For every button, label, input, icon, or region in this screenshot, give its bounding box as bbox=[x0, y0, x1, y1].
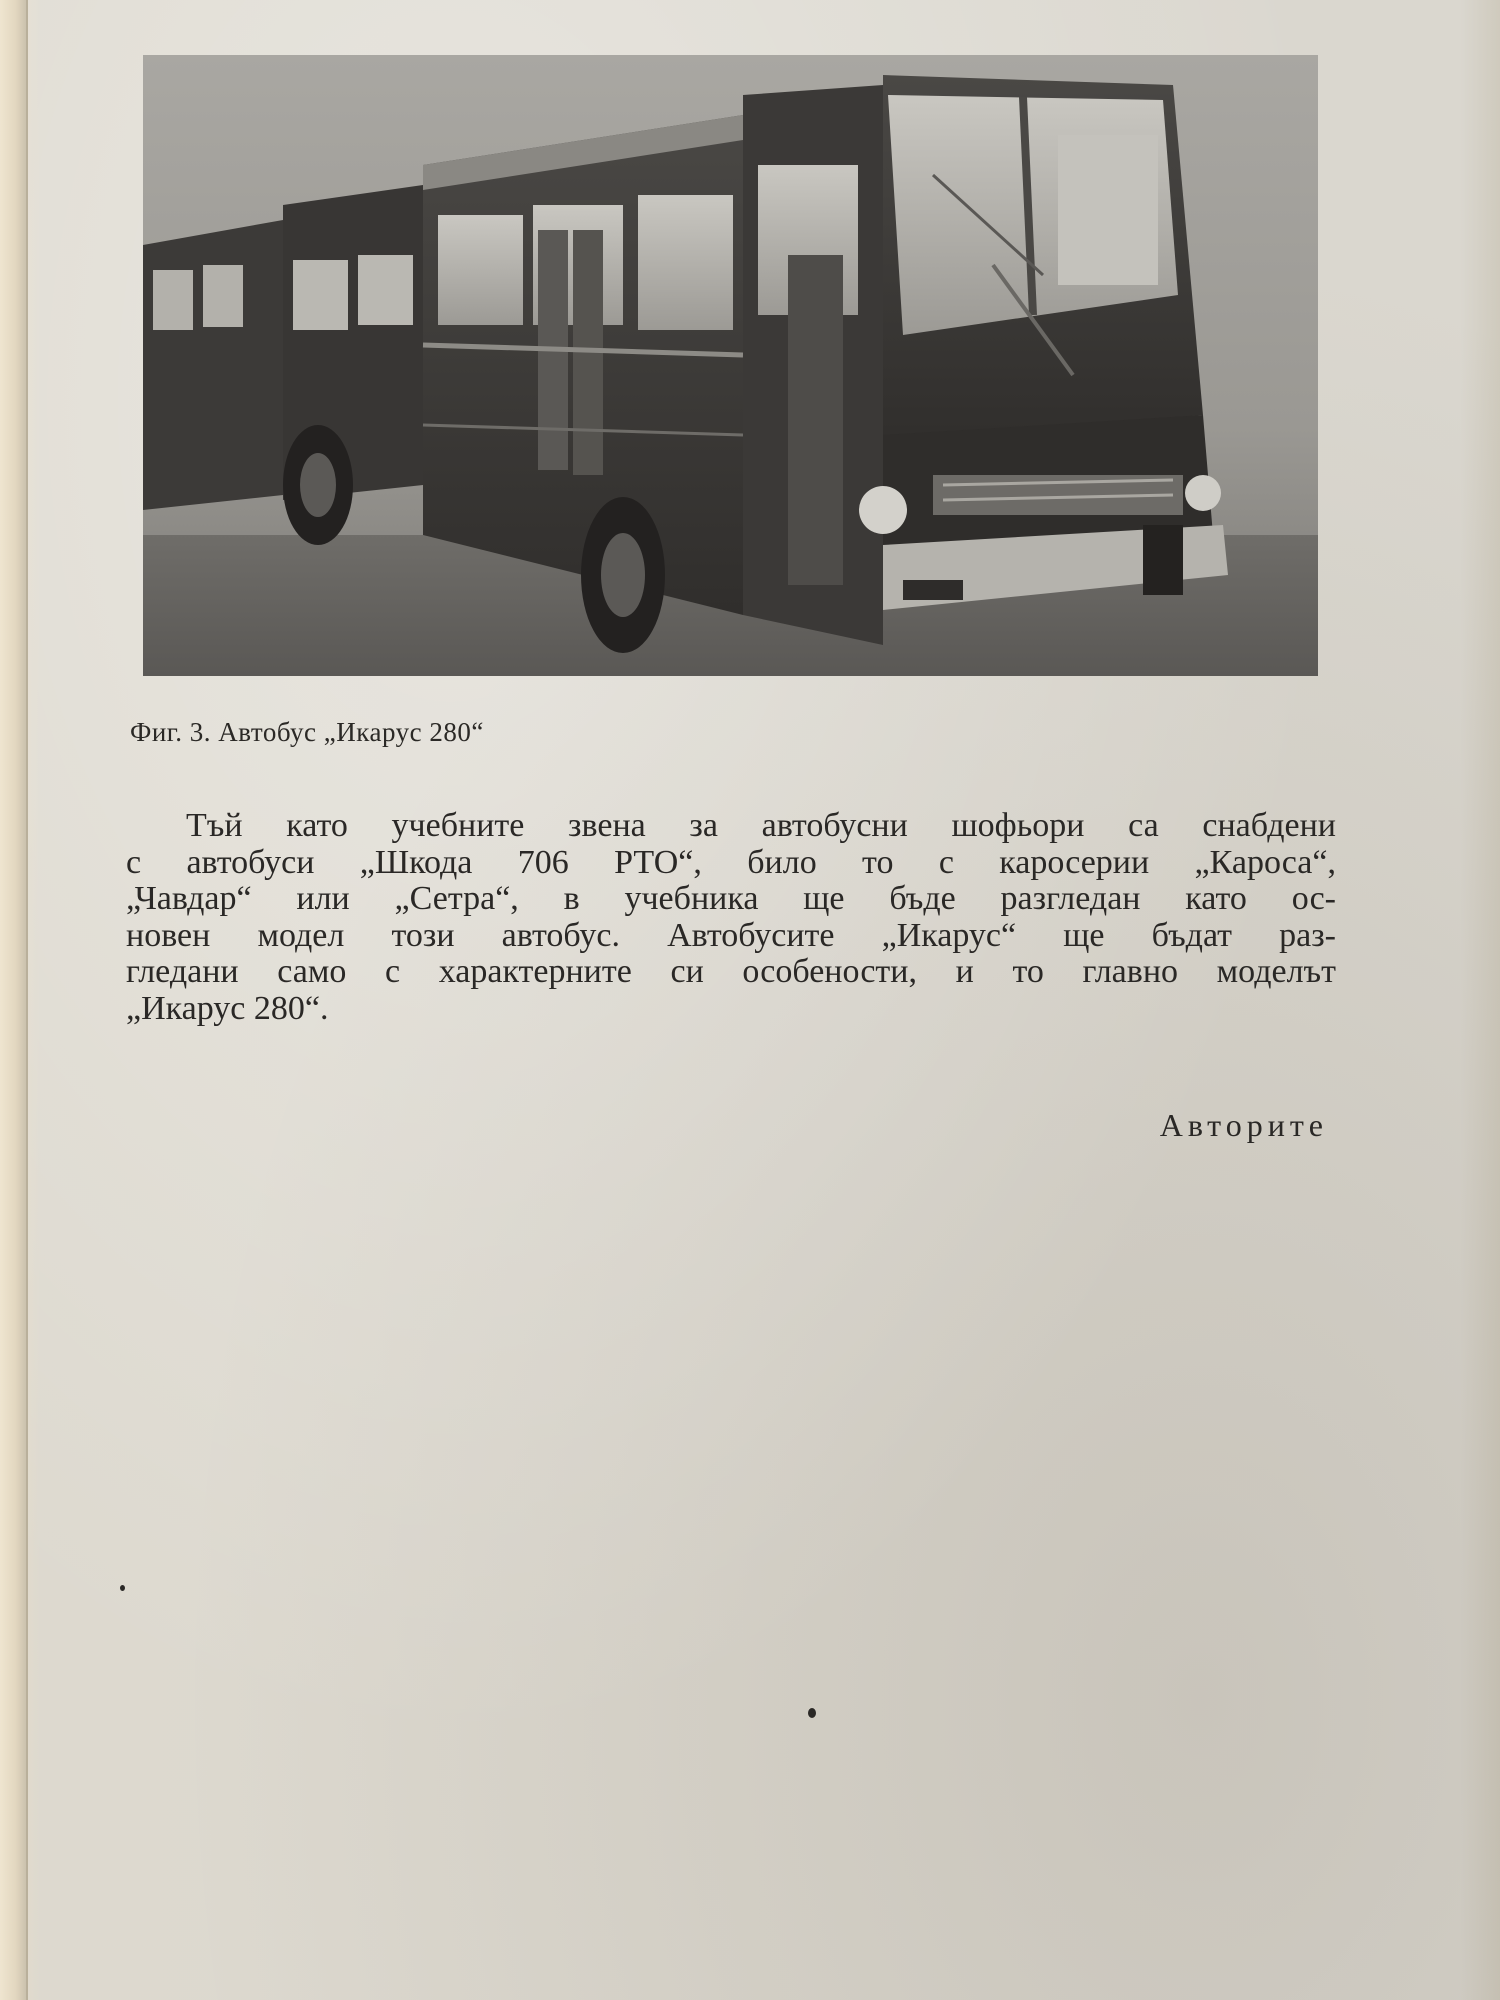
paragraph-line: „Чавдар“ или „Сетра“, в учебника ще бъде разгледан като ос- bbox=[126, 880, 1336, 917]
page-edge bbox=[0, 0, 26, 2000]
paragraph-line: „Икарус 280“. bbox=[126, 989, 329, 1027]
paragraph-line: с автобуси „Шкода 706 РТО“, било то с каросерии „Кароса“, bbox=[126, 843, 1336, 881]
ink-speck bbox=[808, 1708, 816, 1718]
binding-line bbox=[26, 0, 28, 2000]
figure-caption: Фиг. 3. Автобус „Икарус 280“ bbox=[130, 717, 484, 747]
articulated-bus-photo-icon bbox=[143, 55, 1318, 676]
paragraph-line: новен модел този автобус. Автобусите „Икарус“ ще бъдат раз- bbox=[126, 916, 1336, 954]
paragraph-line: Тъй като учебните звена за автобусни шофьори са снабдени bbox=[186, 807, 1336, 844]
bus-photo bbox=[143, 55, 1318, 676]
signature: Авторите bbox=[1159, 1107, 1328, 1143]
body-paragraph bbox=[126, 808, 1336, 1027]
paragraph-line: гледани само с характерните си особености, и то главно моделът bbox=[126, 953, 1336, 990]
ink-speck bbox=[120, 1585, 125, 1591]
